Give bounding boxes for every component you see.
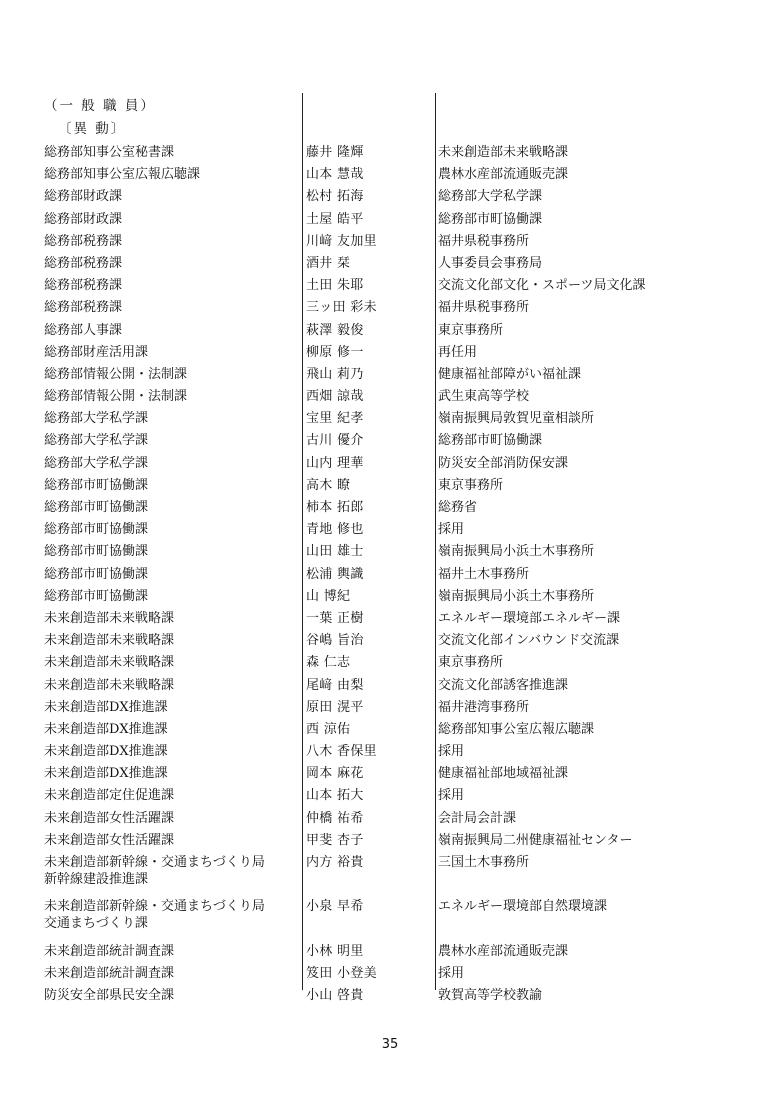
department-cell: [44, 854, 265, 888]
department-cell: [44, 678, 174, 694]
employee-name: 小山 啓貴: [306, 988, 364, 1004]
new-assignment: 福井県税事務所: [438, 300, 530, 316]
employee-name: 尾﨑 由梨: [306, 677, 364, 693]
department-cell: [44, 544, 148, 560]
department-cell: [44, 766, 168, 782]
list-item: [0, 564, 780, 586]
new-assignment: 防災安全部消防保安課: [438, 455, 569, 471]
employee-name: 柿本 拓郎: [306, 500, 364, 515]
new-assignment: エネルギー環境部エネルギー課: [438, 610, 621, 626]
department-line: 総務部財政課: [44, 189, 123, 205]
department-cell: [44, 145, 174, 161]
department-cell: [44, 234, 122, 250]
new-assignment: 三国土木事務所: [438, 855, 530, 870]
list-item: [0, 275, 780, 297]
list-item: [0, 297, 780, 319]
department-cell: [44, 345, 148, 361]
new-assignment: 人事委員会事務局: [438, 255, 543, 271]
department-cell: [44, 611, 174, 627]
department-line: 総務部市町協働課: [44, 522, 149, 538]
employee-name: 山田 雄士: [306, 544, 364, 560]
department-line: 総務部情報公開・法制課: [44, 366, 188, 382]
department-line: 総務部市町協働課: [44, 500, 149, 515]
employee-name: 小林 明里: [306, 943, 364, 959]
new-assignment: 東京事務所: [438, 322, 504, 338]
employee-name: 三ッ田 彩未: [306, 300, 377, 316]
department-line: 総務部税務課: [44, 278, 123, 294]
employee-name: 酒井 栞: [306, 255, 351, 271]
department-cell: [44, 411, 148, 427]
department-cell: [44, 811, 174, 827]
new-assignment: 福井港湾事務所: [438, 699, 530, 715]
employee-name: 森 仁志: [306, 655, 351, 671]
employee-name: 柳原 修一: [306, 344, 364, 360]
department-cell: [44, 898, 265, 932]
department-line: 未来創造部統計調査課: [44, 965, 175, 981]
list-item: [0, 497, 780, 519]
department-line: 総務部市町協働課: [44, 477, 149, 493]
list-item: [0, 186, 780, 208]
new-assignment: 総務部市町協働課: [438, 211, 543, 227]
new-assignment: 農林水産部流通販売課: [438, 943, 569, 959]
department-line: 未来創造部DX推進課: [44, 721, 168, 737]
department-line: 総務部大学私学課: [44, 433, 149, 449]
department-line: 総務部市町協働課: [44, 544, 149, 560]
list-item: [0, 896, 780, 940]
department-cell: [44, 589, 148, 605]
department-cell: [44, 567, 148, 583]
new-assignment: 健康福祉部地域福祉課: [438, 766, 569, 782]
list-item: [0, 963, 780, 985]
department-cell: [44, 788, 174, 804]
department-line: 未来創造部DX推進課: [44, 744, 168, 760]
list-item: [0, 985, 780, 1007]
department-line: 総務部税務課: [44, 233, 123, 249]
list-item: [0, 852, 780, 896]
list-item: [0, 342, 780, 364]
employee-name: 西 涼佑: [306, 721, 351, 737]
employee-name: 岡本 麻花: [306, 766, 364, 782]
department-cell: [44, 633, 174, 649]
department-cell: [44, 966, 174, 982]
department-line: 総務部知事公室広報広聴課: [44, 167, 201, 183]
employee-name: 土田 朱耶: [306, 278, 364, 294]
department-cell: [44, 988, 174, 1004]
new-assignment: 嶺南振興局二州健康福祉センター: [438, 832, 633, 848]
list-item: [0, 475, 780, 497]
personnel-list: [0, 142, 780, 1007]
new-assignment: 敦賀高等学校教諭: [438, 988, 543, 1004]
employee-name: 川﨑 友加里: [306, 233, 377, 249]
employee-name: 山本 拓大: [306, 788, 364, 804]
employee-name: 松浦 輿識: [306, 566, 364, 582]
department-cell: [44, 278, 122, 294]
department-cell: [44, 500, 148, 516]
list-item: [0, 142, 780, 164]
employee-name: 山本 慧哉: [306, 167, 364, 183]
department-line: 総務部市町協働課: [44, 588, 149, 604]
department-cell: [44, 456, 148, 472]
section-subheading: 〔異 動〕: [58, 121, 127, 137]
list-item: [0, 364, 780, 386]
list-item: [0, 430, 780, 452]
employee-name: 土屋 皓平: [306, 211, 364, 227]
department-line: 未来創造部未来戦略課: [44, 633, 175, 649]
department-cell: [44, 212, 122, 228]
employee-name: 飛山 莉乃: [306, 366, 364, 382]
employee-name: 宝里 紀孝: [306, 411, 364, 427]
list-item: [0, 519, 780, 541]
list-item: [0, 453, 780, 475]
list-item: [0, 675, 780, 697]
department-line: 未来創造部未来戦略課: [44, 610, 175, 626]
employee-name: 松村 拓海: [306, 189, 364, 205]
department-cell: [44, 367, 187, 383]
section-heading: （一 般 職 員）: [44, 98, 156, 114]
new-assignment: 会計局会計課: [438, 810, 517, 826]
department-cell: [44, 722, 168, 738]
new-assignment: 農林水産部流通販売課: [438, 167, 569, 183]
employee-name: 山内 理華: [306, 455, 364, 471]
list-item: [0, 808, 780, 830]
department-line: 未来創造部未来戦略課: [44, 677, 175, 693]
new-assignment: 総務部大学私学課: [438, 189, 543, 205]
employee-name: 小泉 早希: [306, 899, 364, 915]
new-assignment: 嶺南振興局小浜土木事務所: [438, 544, 595, 560]
new-assignment: 採用: [438, 744, 465, 760]
new-assignment: 総務部知事公室広報広聴課: [438, 721, 595, 737]
list-item: [0, 652, 780, 674]
department-line: 未来創造部統計調査課: [44, 943, 175, 959]
department-cell: [44, 944, 174, 960]
department-cell: [44, 323, 122, 339]
employee-name: 一葉 正樹: [306, 610, 364, 626]
new-assignment: 交流文化部誘客推進課: [438, 677, 569, 693]
new-assignment: 交流文化部文化・スポーツ局文化課: [438, 278, 646, 294]
list-item: [0, 763, 780, 785]
department-line: 総務部税務課: [44, 300, 123, 316]
list-item: [0, 209, 780, 231]
employee-name: 八木 香保里: [306, 744, 377, 760]
list-item: [0, 830, 780, 852]
list-item: [0, 320, 780, 342]
employee-name: 藤井 隆輝: [306, 145, 364, 160]
department-line: 未来創造部新幹線・交通まちづくり局: [44, 899, 265, 915]
new-assignment: 健康福祉部障がい福祉課: [438, 366, 582, 382]
new-assignment: 嶺南振興局小浜土木事務所: [438, 588, 595, 604]
department-line: 総務部財政課: [44, 211, 123, 227]
employee-name: 萩澤 毅俊: [306, 322, 364, 338]
department-cell: [44, 389, 187, 405]
department-line: 総務部情報公開・法制課: [44, 389, 188, 405]
department-line: 未来創造部新幹線・交通まちづくり局: [44, 855, 265, 870]
new-assignment: 採用: [438, 965, 465, 981]
new-assignment: 交流文化部インバウンド交流課: [438, 633, 620, 649]
new-assignment: 総務部市町協働課: [438, 433, 543, 449]
list-item: [0, 630, 780, 652]
new-assignment: 武生東高等学校: [438, 389, 530, 405]
department-subline: 新幹線建設推進課: [44, 872, 149, 887]
department-cell: [44, 256, 122, 272]
list-item: [0, 386, 780, 408]
employee-name: 笈田 小登美: [306, 965, 377, 981]
department-line: 未来創造部女性活躍課: [44, 810, 175, 826]
department-cell: [44, 744, 168, 760]
list-item: [0, 408, 780, 430]
employee-name: 高木 瞭: [306, 477, 351, 493]
employee-name: 甲斐 杏子: [306, 832, 364, 848]
list-item: [0, 741, 780, 763]
employee-name: 原田 滉平: [306, 699, 364, 715]
new-assignment: 東京事務所: [438, 477, 504, 493]
employee-name: 内方 裕貴: [306, 855, 364, 870]
employee-name: 仲橋 祐希: [306, 810, 364, 826]
department-cell: [44, 433, 148, 449]
list-item: [0, 697, 780, 719]
department-line: 総務部大学私学課: [44, 411, 149, 427]
new-assignment: エネルギー環境部自然環境課: [438, 899, 608, 915]
employee-name: 青地 修也: [306, 522, 364, 538]
department-cell: [44, 189, 122, 205]
department-line: 未来創造部DX推進課: [44, 699, 168, 715]
department-line: 総務部大学私学課: [44, 455, 149, 471]
new-assignment: 未来創造部未来戦略課: [438, 145, 569, 160]
department-line: 総務部財産活用課: [44, 344, 149, 360]
new-assignment: 採用: [438, 522, 465, 538]
list-item: [0, 608, 780, 630]
new-assignment: 福井土木事務所: [438, 566, 530, 582]
new-assignment: 嶺南振興局敦賀児童相談所: [438, 411, 595, 427]
department-cell: [44, 522, 148, 538]
department-cell: [44, 655, 174, 671]
department-line: 総務部市町協働課: [44, 566, 149, 582]
list-item: [0, 253, 780, 275]
new-assignment: 総務省: [438, 500, 478, 515]
new-assignment: 東京事務所: [438, 655, 504, 671]
list-item: [0, 231, 780, 253]
department-subline: 交通まちづくり課: [44, 916, 148, 932]
new-assignment: 採用: [438, 788, 465, 804]
employee-name: 山 博紀: [306, 588, 351, 604]
employee-name: 谷嶋 旨治: [306, 633, 364, 649]
department-cell: [44, 833, 174, 849]
employee-name: 古川 優介: [306, 433, 364, 449]
new-assignment: 再任用: [438, 344, 478, 360]
list-item: [0, 164, 780, 186]
employee-name: 西畑 諒哉: [306, 389, 364, 405]
list-item: [0, 586, 780, 608]
department-line: 総務部知事公室秘書課: [44, 145, 175, 160]
department-cell: [44, 300, 122, 316]
new-assignment: 福井県税事務所: [438, 233, 530, 249]
department-line: 総務部人事課: [44, 322, 123, 338]
department-line: 未来創造部未来戦略課: [44, 655, 175, 671]
page-number: 35: [381, 1037, 399, 1052]
list-item: [0, 719, 780, 741]
department-cell: [44, 167, 200, 183]
department-line: 未来創造部定住促進課: [44, 788, 175, 804]
department-line: 防災安全部県民安全課: [44, 988, 175, 1004]
list-item: [0, 941, 780, 963]
department-line: 総務部税務課: [44, 255, 123, 271]
list-item: [0, 785, 780, 807]
department-line: 未来創造部女性活躍課: [44, 832, 175, 848]
department-line: 未来創造部DX推進課: [44, 766, 168, 782]
department-cell: [44, 478, 148, 494]
department-cell: [44, 700, 168, 716]
list-item: [0, 541, 780, 563]
